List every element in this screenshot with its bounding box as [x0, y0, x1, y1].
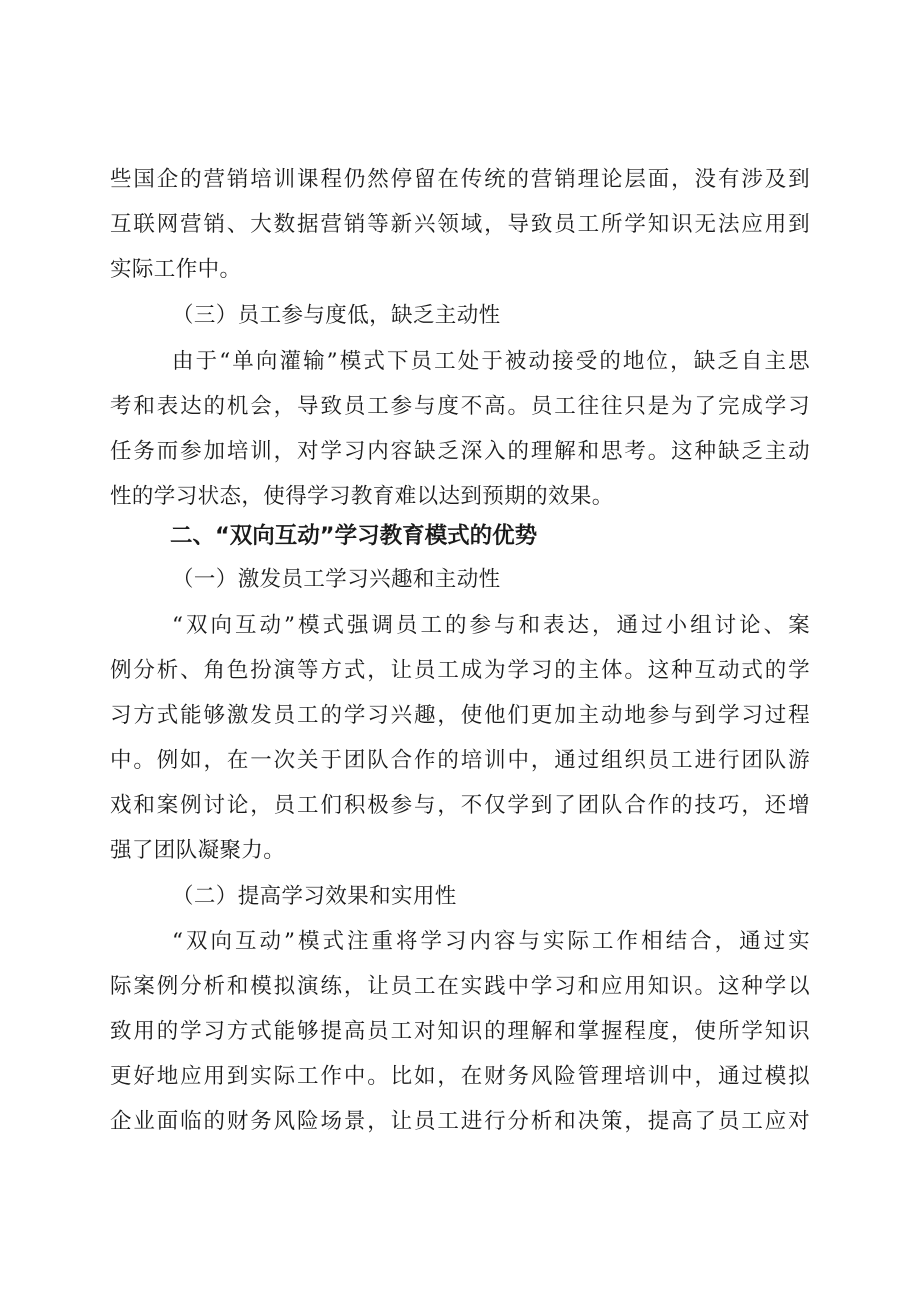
- paragraph-line: 更好地应用到实际工作中。比如，在财务风险管理培训中，通过模拟: [110, 1064, 810, 1089]
- paragraph-line: “双向互动”模式注重将学习内容与实际工作相结合，通过实: [172, 929, 810, 954]
- paragraph-line: 中。例如，在一次关于团队合作的培训中，通过组织员工进行团队游: [110, 748, 810, 773]
- paragraph-line: 习方式能够激发员工的学习兴趣，使他们更加主动地参与到学习过程: [110, 703, 810, 728]
- paragraph-line: 强了团队凝聚力。: [110, 838, 286, 863]
- paragraph-line: 考和表达的机会，导致员工参与度不高。员工往往只是为了完成学习: [110, 394, 810, 419]
- paragraph-line: 致用的学习方式能够提高员工对知识的理解和掌握程度，使所学知识: [110, 1019, 810, 1044]
- paragraph-line: 实际工作中。: [110, 257, 242, 282]
- paragraph-line: 些国企的营销培训课程仍然停留在传统的营销理论层面，没有涉及到: [110, 167, 810, 192]
- section-heading-advantages: 二、“双向互动”学习教育模式的优势: [170, 523, 538, 549]
- paragraph-line: 际案例分析和模拟演练，让员工在实践中学习和应用知识。这种学以: [110, 974, 810, 999]
- paragraph-line: 戏和案例讨论，员工们积极参与，不仅学到了团队合作的技巧，还增: [110, 793, 810, 818]
- paragraph-line: 由于“单向灌输”模式下员工处于被动接受的地位，缺乏自主思: [172, 349, 810, 374]
- subheading-participation: （三）员工参与度低，缺乏主动性: [172, 303, 501, 328]
- paragraph-line: 企业面临的财务风险场景，让员工进行分析和决策，提高了员工应对: [110, 1109, 810, 1134]
- paragraph-line: 性的学习状态，使得学习教育难以达到预期的效果。: [110, 484, 614, 509]
- paragraph-line: 任务而参加培训，对学习内容缺乏深入的理解和思考。这种缺乏主动: [110, 439, 810, 464]
- subheading-interest: （一）激发员工学习兴趣和主动性: [172, 567, 501, 592]
- paragraph-line: 互联网营销、大数据营销等新兴领域，导致员工所学知识无法应用到: [110, 212, 810, 237]
- paragraph-line: “双向互动”模式强调员工的参与和表达，通过小组讨论、案: [172, 613, 810, 638]
- paragraph-line: 例分析、角色扮演等方式，让员工成为学习的主体。这种互动式的学: [110, 658, 810, 683]
- subheading-effect: （二）提高学习效果和实用性: [172, 884, 457, 909]
